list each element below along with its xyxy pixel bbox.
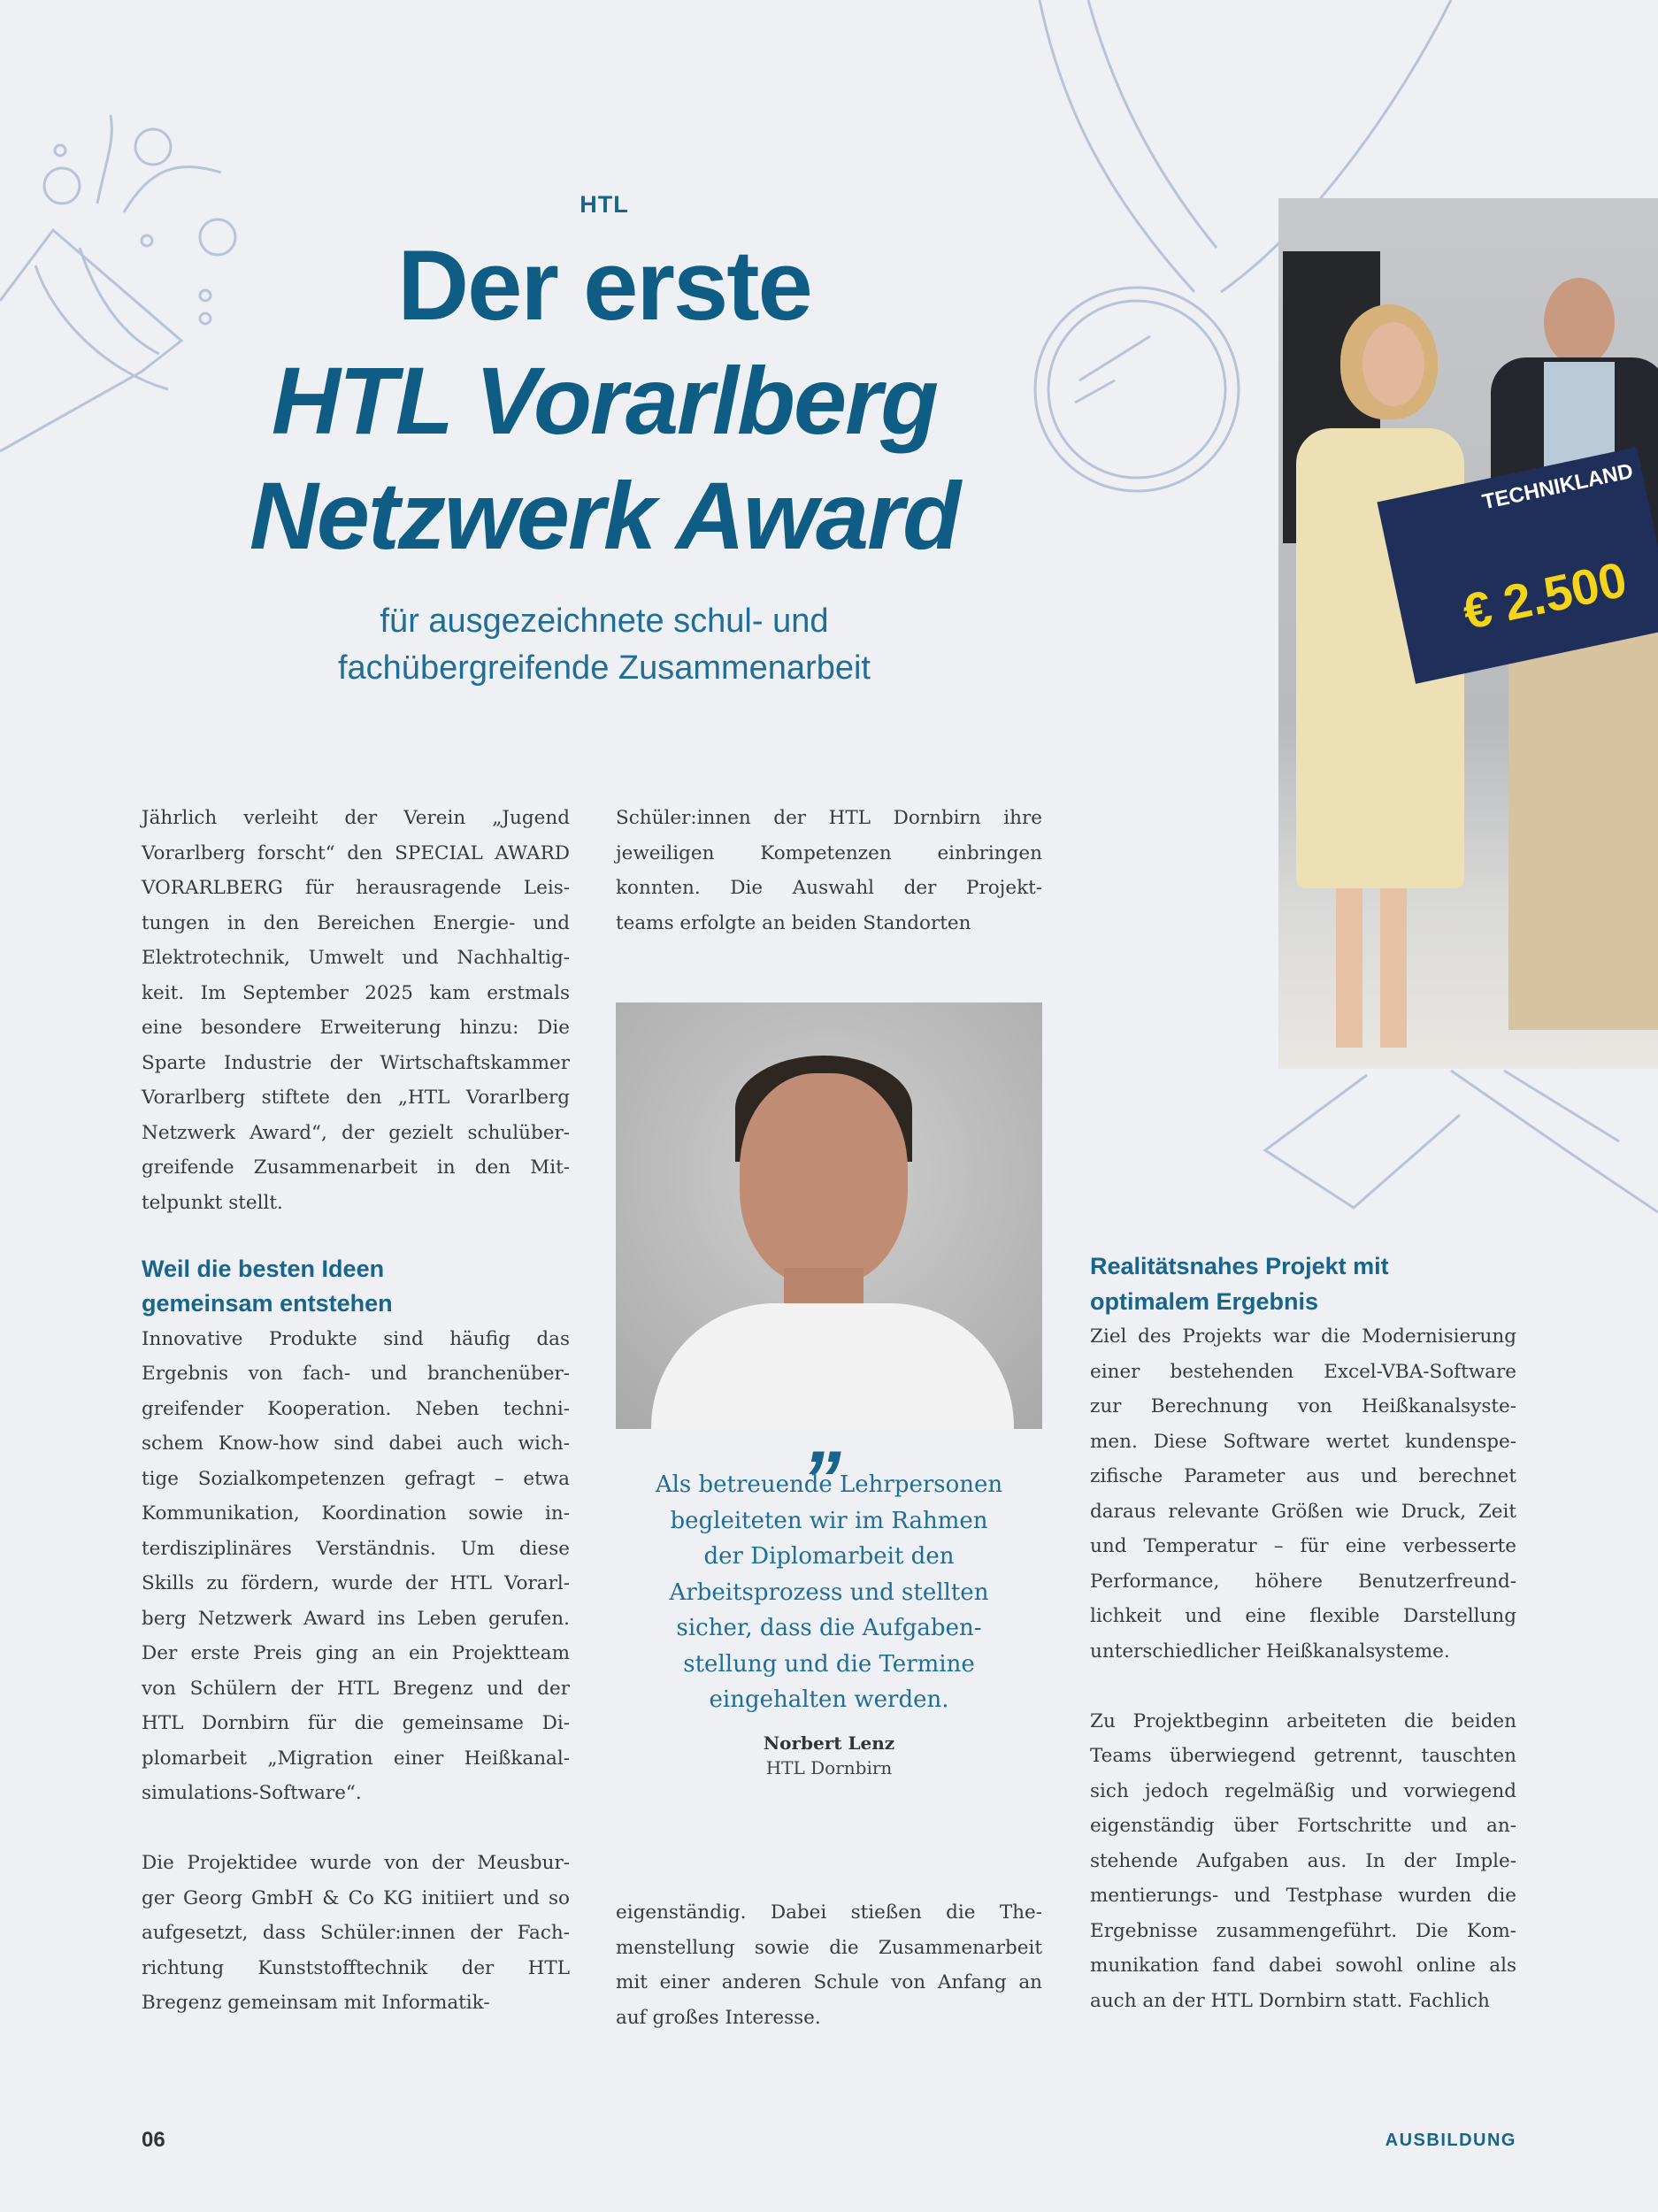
text-line: von Schülern der HTL Bregenz und der bbox=[142, 1677, 570, 1700]
title-line-1: Der erste bbox=[397, 230, 811, 341]
text-line: einer bestehenden Excel-VBA-Software bbox=[1090, 1360, 1516, 1383]
text-line: zifische Parameter aus und berechnet bbox=[1090, 1465, 1516, 1487]
text-line: Innovative Produkte sind häufig das bbox=[142, 1327, 570, 1350]
text-line: Der erste Preis ging an ein Projektteam bbox=[142, 1642, 570, 1664]
text-line: Ergebnisse zusammengeführt. Die Kom- bbox=[1090, 1919, 1516, 1942]
text-line: tungen in den Bereichen Energie- und bbox=[142, 911, 570, 934]
quote-text bbox=[616, 1467, 1042, 1718]
text-line: mit einer anderen Schule von Anfang an bbox=[616, 1971, 1042, 1993]
text-line: auf großes Interesse. bbox=[616, 2006, 821, 2029]
section-heading bbox=[142, 1252, 570, 1322]
text-line: keit. Im September 2025 kam erstmals bbox=[142, 981, 570, 1004]
pull-quote bbox=[616, 1391, 1042, 1780]
text-line: sich jedoch regelmäßig und vorwiegend bbox=[1090, 1779, 1516, 1802]
page-number: 06 bbox=[142, 2128, 165, 2152]
section-heading bbox=[1090, 1249, 1516, 1319]
quote-line: Arbeitsprozess und stellten bbox=[669, 1578, 989, 1606]
text-line: Vorarlberg stiftete den „HTL Vorarlberg bbox=[142, 1087, 570, 1109]
text-line: berg Netzwerk Award ins Leben gerufen. bbox=[142, 1607, 570, 1630]
column-2 bbox=[616, 801, 1042, 941]
quote-line: stellung und die Termine bbox=[683, 1650, 975, 1678]
text-line: Bregenz gemeinsam mit Informatik- bbox=[142, 1992, 490, 2014]
text-line: zur Berechnung von Heißkanalsyste- bbox=[1090, 1395, 1516, 1417]
text-line: richtung Kunststofftechnik der HTL bbox=[142, 1956, 570, 1979]
heading-line: Weil die besten Ideen bbox=[142, 1255, 385, 1282]
text-line: Ziel des Projekts war die Modernisierung bbox=[1090, 1325, 1516, 1348]
text-line: ger Georg GmbH & Co KG initiiert und so bbox=[142, 1886, 570, 1909]
text-line: auch an der HTL Dornbirn statt. Fachlich bbox=[1090, 1989, 1490, 2012]
title-line-3: Netzwerk Award bbox=[249, 462, 960, 569]
text-line: aufgesetzt, dass Schüler:innen der Fach- bbox=[142, 1922, 570, 1944]
text-line: Elektrotechnik, Umwelt und Nachhaltig- bbox=[142, 947, 570, 969]
text-line: Kommunikation, Koordination sowie in- bbox=[142, 1502, 570, 1525]
page-title bbox=[0, 228, 1209, 573]
quote-author: Norbert Lenz bbox=[763, 1732, 895, 1754]
text-line: plomarbeit „Migration einer Heißkanal- bbox=[142, 1747, 570, 1770]
subtitle-line-2: fachübergreifende Zusammenarbeit bbox=[337, 649, 871, 687]
quote-line: begleiteten wir im Rahmen bbox=[670, 1507, 988, 1534]
body-paragraph bbox=[142, 1322, 570, 1811]
text-line: mentierungs- und Testphase wurden die bbox=[1090, 1885, 1516, 1907]
text-line: unterschiedlicher Heißkanalsysteme. bbox=[1090, 1640, 1450, 1663]
text-line: stehende Aufgaben aus. In der Imple- bbox=[1090, 1849, 1516, 1872]
section-kicker: HTL bbox=[580, 191, 629, 218]
text-line: men. Diese Software wertet kundenspe- bbox=[1090, 1430, 1516, 1453]
text-line: Performance, höhere Benutzerfreund- bbox=[1090, 1570, 1516, 1593]
text-line: greifender Kooperation. Neben techni- bbox=[142, 1397, 570, 1420]
quote-line: sicher, dass die Aufgaben- bbox=[676, 1615, 982, 1641]
body-paragraph bbox=[616, 801, 1042, 941]
quote-mark-icon: „ bbox=[809, 1391, 849, 1479]
text-line: teams erfolgte an beiden Standorten bbox=[616, 911, 971, 934]
text-line: konnten. Die Auswahl der Projekt- bbox=[616, 877, 1042, 899]
subtitle bbox=[0, 598, 1209, 692]
text-line: munikation fand dabei sowohl online als bbox=[1090, 1955, 1516, 1977]
section-label: AUSBILDUNG bbox=[1385, 2131, 1516, 2150]
body-paragraph bbox=[1090, 1704, 1516, 2019]
text-line: daraus relevante Größen wie Druck, Zeit bbox=[1090, 1500, 1516, 1523]
body-paragraph bbox=[1090, 1319, 1516, 1669]
intro-paragraph bbox=[142, 801, 570, 1220]
text-line: terdisziplinäres Verständnis. Um diese bbox=[142, 1537, 570, 1560]
award-ceremony-photo bbox=[1278, 198, 1658, 1069]
quote-line: Als betreuende Lehrpersonen bbox=[655, 1471, 1003, 1498]
column-2-bottom bbox=[616, 1895, 1042, 2035]
text-line: Sparte Industrie der Wirtschaftskammer bbox=[142, 1051, 570, 1074]
text-line: Zu Projektbeginn arbeiteten die beiden bbox=[1090, 1709, 1516, 1732]
text-line: simulations-Software“. bbox=[142, 1782, 362, 1804]
heading-line: Realitätsnahes Projekt mit bbox=[1090, 1253, 1389, 1279]
text-line: Die Projektidee wurde von der Meusbur- bbox=[142, 1852, 570, 1874]
text-line: Schüler:innen der HTL Dornbirn ihre bbox=[616, 807, 1042, 829]
text-line: HTL Dornbirn für die gemeinsame Di- bbox=[142, 1712, 570, 1734]
text-line: Teams überwiegend getrennt, tauschten bbox=[1090, 1745, 1516, 1767]
heading-line: optimalem Ergebnis bbox=[1090, 1287, 1319, 1315]
text-line: greifende Zusammenarbeit in den Mit- bbox=[142, 1156, 570, 1179]
subtitle-line-1: für ausgezeichnete schul- und bbox=[380, 603, 829, 640]
text-line: menstellung sowie die Zusammenarbeit bbox=[616, 1936, 1042, 1959]
column-1 bbox=[142, 801, 570, 2021]
text-line: eine besondere Erweiterung hinzu: Die bbox=[142, 1017, 570, 1039]
column-3 bbox=[1090, 1249, 1516, 2018]
text-line: und Temperatur – für eine verbesserte bbox=[1090, 1535, 1516, 1557]
text-line: VORARLBERG für herausragende Leis- bbox=[142, 877, 570, 899]
quote-line: eingehalten werden. bbox=[709, 1686, 949, 1713]
text-line: lichkeit und eine flexible Darstellung bbox=[1090, 1605, 1516, 1627]
body-paragraph bbox=[142, 1846, 570, 2021]
text-line: tige Sozialkompetenzen gefragt – etwa bbox=[142, 1467, 570, 1490]
text-line: eigenständig über Fortschritte und an- bbox=[1090, 1815, 1516, 1837]
text-line: schem Know-how sind dabei auch wich- bbox=[142, 1432, 570, 1455]
text-line: jeweiligen Kompetenzen einbringen bbox=[616, 841, 1042, 864]
text-line: Skills zu fördern, wurde der HTL Vorarl- bbox=[142, 1572, 570, 1594]
text-line: Netzwerk Award“, der gezielt schulüber- bbox=[142, 1121, 570, 1144]
text-line: Vorarlberg forscht“ den SPECIAL AWARD bbox=[142, 841, 570, 864]
title-line-2: HTL Vorarlberg bbox=[271, 347, 938, 454]
quote-line: der Diplomarbeit den bbox=[703, 1543, 955, 1570]
text-line: telpunkt stellt. bbox=[142, 1191, 283, 1214]
portrait-photo bbox=[616, 1002, 1042, 1429]
sign-amount: € 2.500 bbox=[1457, 550, 1631, 641]
text-line: eigenständig. Dabei stießen die The- bbox=[616, 1901, 1042, 1924]
body-paragraph bbox=[616, 1895, 1042, 2035]
text-line: Ergebnis von fach- und branchenüber- bbox=[142, 1363, 570, 1385]
text-line: Jährlich verleiht der Verein „Jugend bbox=[142, 807, 570, 829]
sign-brand: TECHNIKLAND bbox=[1480, 458, 1636, 515]
quote-affiliation: HTL Dornbirn bbox=[765, 1756, 893, 1778]
heading-line: gemeinsam entstehen bbox=[142, 1290, 393, 1317]
